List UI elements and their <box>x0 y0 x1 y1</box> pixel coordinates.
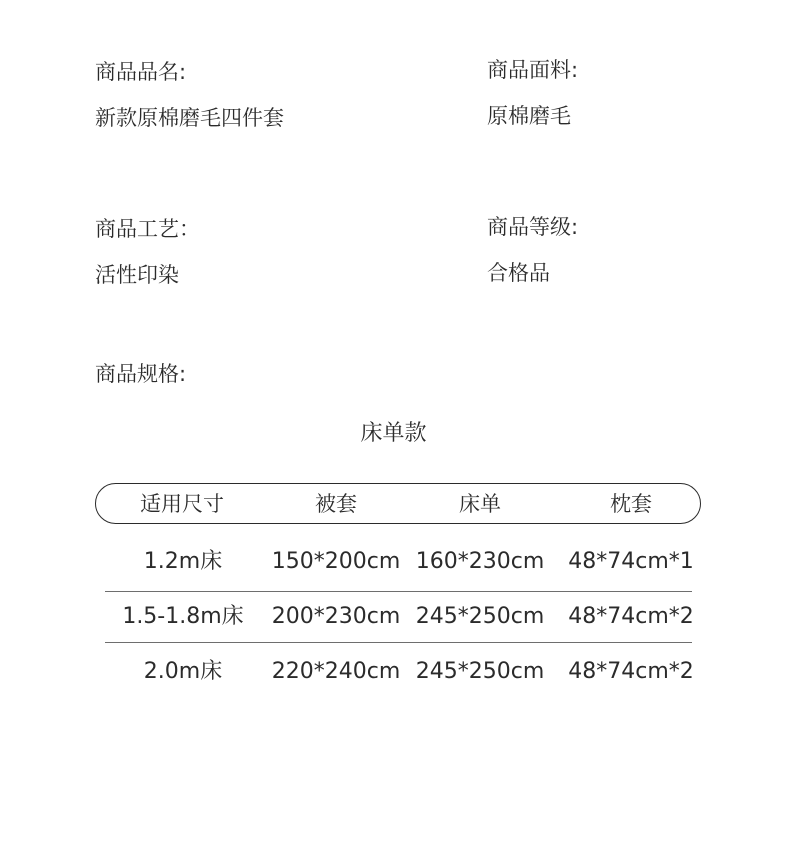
table-row <box>0 603 790 631</box>
cell-size: 1.5-1.8m床 <box>122 604 244 629</box>
header-pillowcase: 枕套 <box>610 492 652 516</box>
cell-size: 2.0m床 <box>143 659 223 684</box>
cell-bed-sheet: 245*250cm <box>415 659 545 684</box>
table-header <box>95 483 701 524</box>
row-divider <box>105 642 692 643</box>
product-craft-label: 商品工艺： <box>95 217 200 241</box>
header-bed-sheet: 床单 <box>459 492 501 516</box>
cell-pillowcase: 48*74cm*2 <box>568 659 694 684</box>
table-row <box>0 658 790 686</box>
product-name-value: 新款原棉磨毛四件套 <box>95 106 284 130</box>
table-row <box>0 548 790 576</box>
product-fabric-field <box>487 56 578 130</box>
product-name-field <box>95 58 284 132</box>
cell-size: 1.2m床 <box>143 549 223 574</box>
row-divider <box>105 591 692 592</box>
product-fabric-label: 商品面料: <box>487 58 579 82</box>
product-name-label: 商品品名: <box>95 60 187 84</box>
cell-bed-sheet: 160*230cm <box>415 549 545 574</box>
product-craft-field <box>95 215 200 289</box>
header-duvet-cover: 被套 <box>315 492 357 516</box>
product-spec-label: 商品规格: <box>95 362 187 386</box>
cell-pillowcase: 48*74cm*2 <box>568 604 694 629</box>
cell-duvet-cover: 150*200cm <box>271 549 401 574</box>
cell-bed-sheet: 245*250cm <box>415 604 545 629</box>
cell-pillowcase: 48*74cm*1 <box>568 549 694 574</box>
table-title: 床单款 <box>360 421 427 446</box>
product-grade-field <box>487 213 578 287</box>
header-size: 适用尺寸 <box>140 492 224 516</box>
cell-duvet-cover: 200*230cm <box>271 604 401 629</box>
product-grade-value: 合格品 <box>487 261 550 285</box>
product-fabric-value: 原棉磨毛 <box>487 104 571 128</box>
product-grade-label: 商品等级: <box>487 215 579 239</box>
product-craft-value: 活性印染 <box>95 263 179 287</box>
cell-duvet-cover: 220*240cm <box>271 659 401 684</box>
